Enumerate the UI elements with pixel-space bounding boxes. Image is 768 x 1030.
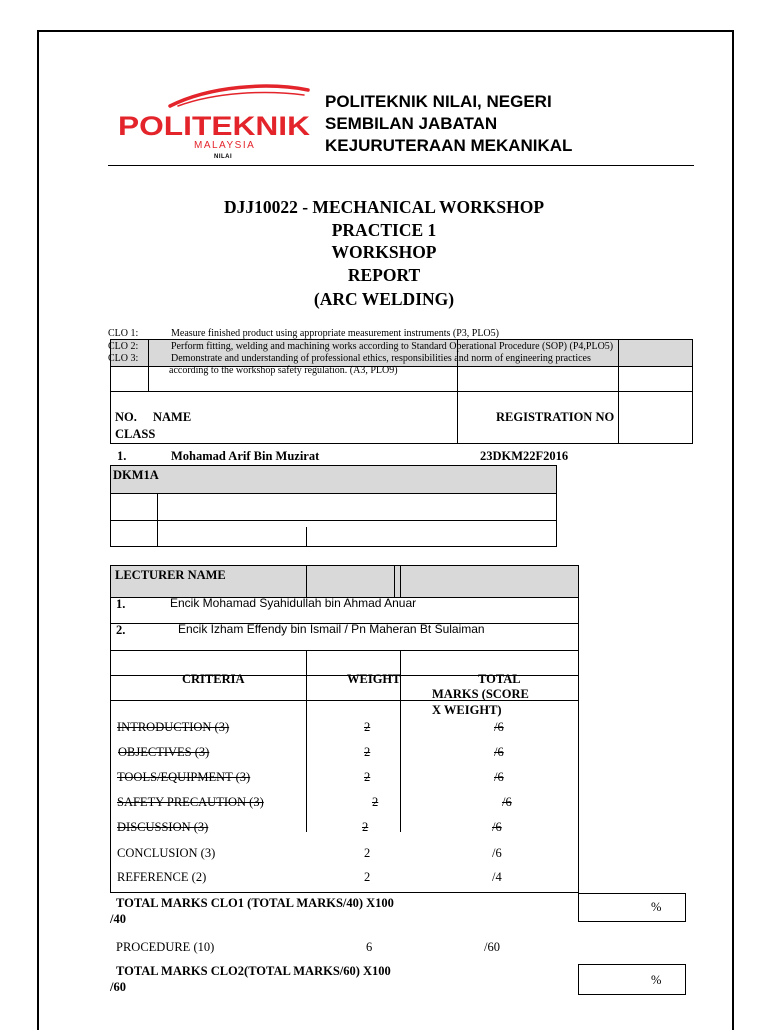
criteria-row-name: SAFETY PRECAUTION (3)	[117, 795, 264, 809]
clo1-total-max: /40	[110, 912, 126, 926]
student-name: Mohamad Arif Bin Muzirat	[171, 449, 320, 463]
criteria-row-weight: 2	[364, 770, 371, 784]
procedure-total: /60	[484, 940, 500, 954]
criteria-row-weight: 2	[364, 870, 371, 884]
student-class: DKM1A	[113, 468, 159, 482]
report-title: REPORT	[347, 265, 421, 285]
criteria-row-name: INTRODUCTION (3)	[117, 720, 230, 734]
student-no: 1.	[117, 449, 127, 463]
clo2-percent-box[interactable]	[578, 964, 686, 995]
politeknik-logo	[118, 82, 314, 162]
clo2-total-max: /60	[110, 980, 126, 994]
criteria-row-name: DISCUSSION (3)	[117, 820, 209, 834]
practice-title: PRACTICE 1	[331, 220, 437, 240]
clo2-code: CLO 2:	[108, 341, 139, 352]
criteria-row-total: /6	[494, 770, 504, 784]
criteria-row-weight: 2	[364, 745, 371, 759]
no-header: NO.	[115, 410, 137, 424]
course-title: DJJ10022 - MECHANICAL WORKSHOP	[223, 197, 545, 217]
clo2-percent-sign: %	[651, 973, 662, 987]
clo3-code: CLO 3:	[108, 353, 139, 364]
criteria-row-total: /6	[502, 795, 512, 809]
total-header-3: X WEIGHT)	[432, 703, 502, 717]
procedure-weight: 6	[366, 940, 373, 954]
clo2-text: Perform fitting, welding and machining works according to Standard Operational Procedure (SOP) (P4,PLO5)	[171, 341, 614, 352]
clo1-percent-box[interactable]	[578, 893, 686, 922]
workshop-title: WORKSHOP	[331, 242, 437, 262]
weight-header: WEIGHT	[347, 672, 401, 686]
institution-line-2: SEMBILAN JABATAN	[325, 114, 498, 133]
criteria-row-name: CONCLUSION (3)	[117, 846, 216, 860]
clo1-percent-sign: %	[651, 900, 662, 914]
total-header-1: TOTAL	[478, 672, 521, 686]
lecturer-2-no: 2.	[116, 623, 126, 637]
total-header-2: MARKS (SCORE	[432, 687, 529, 701]
class-header: CLASS	[115, 427, 156, 441]
clo3-text: Demonstrate and understanding of professional ethics, responsibilities and norm of engineering practices	[171, 353, 591, 364]
student-registration: 23DKM22F2016	[480, 449, 569, 463]
clo1-total-label: TOTAL MARKS CLO1 (TOTAL MARKS/40) X100	[116, 896, 394, 910]
lecturer-header: LECTURER NAME	[115, 568, 226, 582]
criteria-row-total: /6	[494, 745, 504, 759]
criteria-row-total: /6	[492, 820, 502, 834]
subject-title: (ARC WELDING)	[313, 289, 455, 309]
clo2-total-label: TOTAL MARKS CLO2(TOTAL MARKS/60) X100	[116, 964, 391, 978]
name-header: NAME	[153, 410, 192, 424]
criteria-row-weight: 2	[362, 820, 369, 834]
lecturer-1-name: Encik Mohamad Syahidullah bin Ahmad Anuar	[170, 596, 417, 610]
criteria-row-weight: 2	[364, 846, 371, 860]
clo1-text: Measure finished product using appropriate measurement instruments (P3, PLO5)	[171, 328, 499, 339]
registration-header: REGISTRATION NO	[496, 410, 615, 424]
institution-line-1: POLITEKNIK NILAI, NEGERI	[325, 92, 552, 111]
logo-country: MALAYSIA	[194, 140, 256, 151]
criteria-header: CRITERIA	[182, 672, 245, 686]
criteria-row-name: REFERENCE (2)	[117, 870, 207, 884]
institution-line-3: KEJURUTERAAN MEKANIKAL	[325, 136, 573, 155]
lecturer-1-no: 1.	[116, 597, 126, 611]
criteria-row-name: OBJECTIVES (3)	[118, 745, 210, 759]
logo-campus: NILAI	[214, 154, 233, 160]
criteria-row-weight: 2	[364, 720, 371, 734]
clo1-code: CLO 1:	[108, 328, 139, 339]
criteria-row-total: /6	[494, 720, 504, 734]
clo3-text-cont: according to the workshop safety regulation. (A3, PLO9)	[169, 365, 398, 376]
logo-wordmark: POLITEKNIK	[118, 111, 311, 141]
lecturer-2-name: Encik Izham Effendy bin Ismail / Pn Maheran Bt Sulaiman	[178, 622, 485, 636]
class-table-header-bg	[110, 465, 556, 493]
criteria-row-total: /6	[492, 846, 502, 860]
header-divider	[108, 165, 694, 166]
criteria-row-weight: 2	[372, 795, 379, 809]
criteria-row-name: TOOLS/EQUIPMENT (3)	[117, 770, 251, 784]
procedure-name: PROCEDURE (10)	[116, 940, 215, 954]
criteria-row-total: /4	[492, 870, 502, 884]
